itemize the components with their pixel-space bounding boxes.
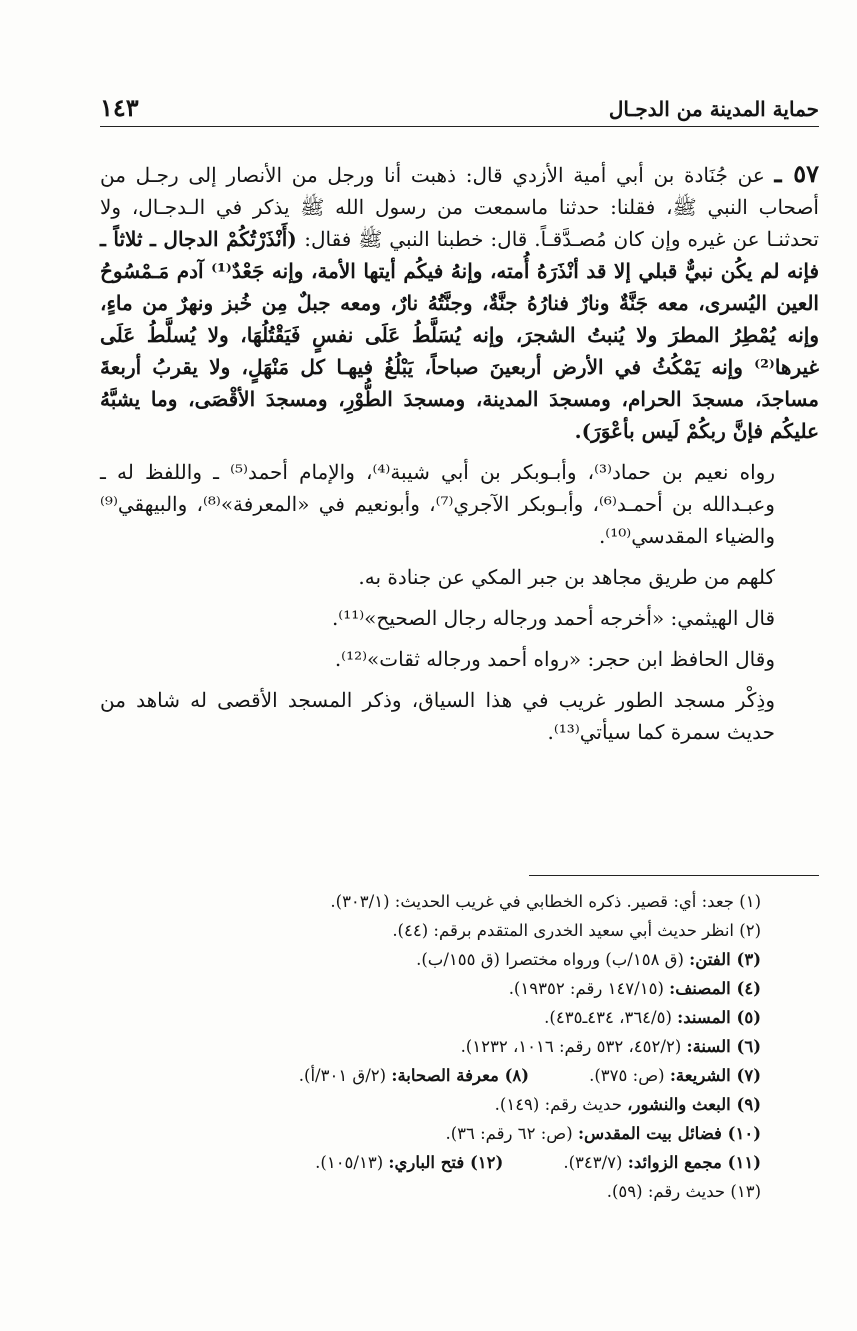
footnote-10-text: (ص: ٦٢ رقم: ٣٦). bbox=[445, 1124, 578, 1143]
page-number: ١٤٣ bbox=[100, 93, 139, 122]
footnote-12 bbox=[315, 1148, 503, 1177]
footnote-11-label: (١١) مجمع الزوائد: bbox=[627, 1153, 761, 1172]
footnote-12-text: (١٠٥/١٣). bbox=[315, 1153, 389, 1172]
footnote-11-text: (٣٤٣/٧). bbox=[563, 1153, 628, 1172]
footnote-7 bbox=[589, 1061, 761, 1090]
footnote-3 bbox=[100, 945, 761, 974]
hadith-intro: عن جُنَادة بن أبي أمية الأزدي قال: ذهبت أنا ورجل من الأنصار إلى رجـل من أصحاب النبي ﷺ، فقلنا: حدثنا ماسمعت من رسول الله ﷺ يذكر في الـدجـال، ولا تحدثنـا عن غيره وإن كان مُصـدَّقـاً. قال: خطبنا النبي ﷺ فقال: bbox=[100, 163, 819, 251]
footnote-2: (٢) انظر حديث أبي سعيد الخدرى المتقدم برقم: (٤٤). bbox=[392, 921, 761, 940]
hadith-text: (أَنْذَرْتُكُمْ الدجال ـ ثلاثاً ـ فإنه لم يكُن نبيٌّ قبلي إلا قد أنْذَرَهُ أُمته، وإنهُ فيكُم أيتها الأمة، وإنه جَعْدٌ⁽¹⁾ آدم مَـمْسُوحُ العين اليُسرى، معه جَنَّةٌ ونارٌ فنارُهُ جنَّةٌ، وجنَّتُهُ نارٌ، ومعه جبلٌ مِن خُبز ونهرٌ من ماءٍ، وإنه يُمْطِرُ المطرَ ولا يُنبتُ الشجرَ، وإنه يُسَلَّطُ عَلَى نفسٍ فَيَقْتُلُهَا، ولا يُسلَّطُ عَلَى غيرها⁽²⁾ وإنه يَمْكُثُ في الأرض أربعينَ صباحاً، يَبْلُغُ فيهـا كل مَنْهَلٍ، ولا يقربُ أربعةَ مساجدَ، مسجدَ الحرام، ومسجدَ المدينة، ومسجدَ الطُّوْرِ، ومسجدَ الأقْصَى، وما يشبَّهُ عليكُم فإنَّ ربكُمْ لَيس بأعْوَرَ). bbox=[100, 227, 819, 443]
takhrij-paragraph: رواه نعيم بن حماد⁽³⁾، وأبـوبكر بن أبي شيبة⁽⁴⁾، والإمام أحمد⁽⁵⁾ ـ واللفظ له ـ وعبـدالله بن أحمـد⁽⁶⁾، وأبـوبكر الآجري⁽⁷⁾، وأبونعيم في «المعرفة»⁽⁸⁾، والبيهقي⁽⁹⁾ والضياء المقدسي⁽¹⁰⁾. bbox=[100, 460, 775, 548]
hadith-number: ٥٧ ـ bbox=[774, 159, 819, 188]
ibn-hajar-paragraph: وقال الحافظ ابن حجر: «رواه أحمد ورجاله ثقات»⁽¹²⁾. bbox=[334, 647, 775, 671]
footnote-5-label: (٥) المسند: bbox=[677, 1008, 761, 1027]
closing-paragraph: وذِكْر مسجد الطور غريب في هذا السياق، وذكر المسجد الأقصى له شاهد من حديث سمرة كما سيأتي⁽¹³⁾. bbox=[100, 688, 775, 744]
footnote-9-label: (٩) البعث والنشور، bbox=[627, 1095, 761, 1114]
footnote-3-label: (٣) الفتن: bbox=[689, 950, 761, 969]
footnote-6 bbox=[100, 1032, 761, 1061]
isnad-paragraph: كلهم من طريق مجاهد بن جبر المكي عن جنادة به. bbox=[358, 565, 775, 589]
footnote-10 bbox=[100, 1119, 761, 1148]
footnote-8-text: (٢/ق ٣٠١/أ). bbox=[298, 1066, 392, 1085]
footnote-8-label: (٨) معرفة الصحابة: bbox=[391, 1066, 530, 1085]
footnote-8 bbox=[299, 1061, 529, 1090]
footnote-7-8 bbox=[100, 1061, 761, 1090]
footnote-6-text: (٤٥٢/٢، ٥٣٢ رقم: ١٠١٦، ١٢٣٢). bbox=[460, 1037, 687, 1056]
footnote-12-label: (١٢) فتح الباري: bbox=[388, 1153, 504, 1172]
running-title: حماية المدينة من الدجـال bbox=[608, 97, 819, 121]
footnote-9-text: حديث رقم: (١٤٩). bbox=[494, 1095, 628, 1114]
footnote-7-text: (ص: ٣٧٥). bbox=[589, 1066, 670, 1085]
footnote-4-label: (٤) المصنف: bbox=[669, 979, 761, 998]
footnote-10-label: (١٠) فضائل بيت المقدس: bbox=[577, 1124, 761, 1143]
footnote-5 bbox=[100, 1003, 761, 1032]
main-text bbox=[100, 158, 819, 757]
footnote-7-label: (٧) الشريعة: bbox=[669, 1066, 761, 1085]
footnote-4 bbox=[100, 974, 761, 1003]
footnote-9 bbox=[100, 1090, 761, 1119]
footnotes bbox=[100, 887, 761, 1206]
footnote-13: (١٣) حديث رقم: (٥٩). bbox=[606, 1182, 761, 1201]
hadith-paragraph bbox=[100, 158, 819, 447]
footnote-11 bbox=[563, 1148, 761, 1177]
footnote-3-text: (ق ١٥٨/ب) ورواه مختصرا (ق ١٥٥/ب). bbox=[416, 950, 690, 969]
footnote-separator bbox=[529, 875, 819, 876]
footnote-11-12 bbox=[100, 1148, 761, 1177]
footnote-4-text: (١٤٧/١٥ رقم: ١٩٣٥٢). bbox=[508, 979, 670, 998]
page-header bbox=[100, 86, 819, 127]
haythami-paragraph: قال الهيثمي: «أخرجه أحمد ورجاله رجال الصحيح»⁽¹¹⁾. bbox=[331, 606, 775, 630]
footnote-6-label: (٦) السنة: bbox=[686, 1037, 761, 1056]
footnote-1: (١) جعد: أي: قصير. ذكره الخطابي في غريب الحديث: (٣٠٣/١). bbox=[330, 892, 761, 911]
footnote-5-text: (٣٦٤/٥، ٤٣٤ـ٤٣٥). bbox=[544, 1008, 678, 1027]
